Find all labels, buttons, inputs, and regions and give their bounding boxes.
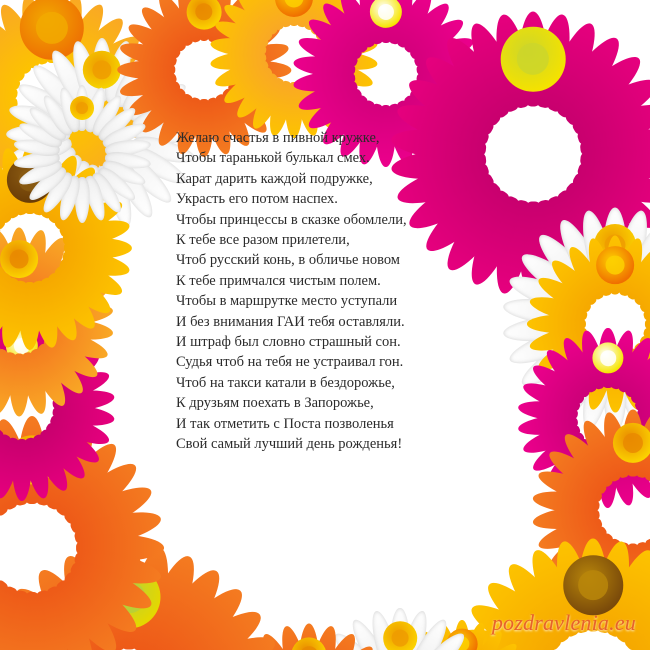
poem-line: Судья чтоб на тебя не устраивал гон. (176, 354, 404, 371)
flower-right-orange (566, 376, 650, 510)
poem-line: Свой самый лучший день рожденья! (176, 436, 403, 453)
poem-line: Чтоб русский конь, в обличье новом (176, 252, 400, 269)
flower-center-inner (606, 256, 625, 275)
poem-line: И без внимания ГАИ тебя оставляли. (176, 313, 405, 330)
poem-line: Украсть его потом наспех. (176, 191, 338, 208)
flower-center-inner (578, 570, 608, 600)
poem-line: К друзьям поехать в Запорожье, (176, 395, 374, 412)
poem-line: Чтоб на такси катали в бездорожье, (176, 374, 395, 391)
poem-line: И так отметить с Поста позволенья (176, 415, 394, 432)
flower-center-inner (76, 102, 88, 114)
flower-center-inner (10, 250, 29, 269)
watermark-label: pozdravlenia.eu (491, 610, 636, 635)
flower-left-white-small (36, 62, 128, 154)
poem-line: Желаю счастья в пивной кружке, (176, 130, 380, 146)
flower-center-inner (392, 630, 409, 647)
poem-line: К тебе все разом прилетели, (176, 232, 350, 249)
poem-line: Чтобы принцессы в сказке обомлели, (176, 211, 407, 228)
poem-line: Чтобы в маршрутке место уступали (176, 293, 398, 310)
poem-line: К тебе примчался чистым полем. (176, 272, 381, 289)
flower-center-inner (600, 350, 616, 366)
poem-text-block (176, 128, 476, 455)
poem-line: Карат дарить каждой подружке, (176, 170, 373, 187)
poem-line: И штраф был словно страшный сон. (176, 334, 401, 351)
poem-line: Чтобы таранькой булькал смех. (176, 150, 370, 167)
